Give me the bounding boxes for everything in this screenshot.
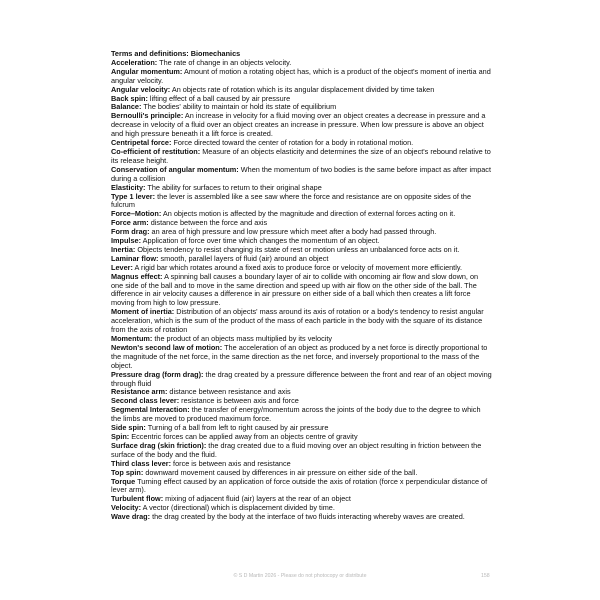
glossary-term: Momentum: [111, 334, 153, 343]
glossary-definition: An objects rate of rotation which is its angular displacement divided by time taken [170, 84, 435, 94]
glossary-definition: mixing of adjacent fluid (air) layers at the rear of an object [163, 494, 351, 504]
glossary-term: Angular velocity: [111, 84, 171, 94]
glossary-definition: Force directed toward the center of rotation for a body in rotational motion. [171, 138, 414, 148]
glossary-term: Form drag: [111, 227, 150, 237]
glossary-entry [111, 166, 492, 184]
glossary-term: Pressure drag (form drag): [111, 369, 204, 379]
glossary-definition: Amount of motion a rotating object has, which is a product of the object's moment of inertia and angular velocity. [111, 66, 491, 85]
glossary-entry [111, 68, 492, 86]
glossary-definition: Eccentric forces can be applied away from an objects centre of gravity [129, 431, 358, 441]
glossary-definition: the drag created by a pressure difference between the front and rear of an object moving through fluid [111, 369, 492, 388]
glossary-term: Wave drag: [111, 512, 151, 522]
glossary-term: Third class lever: [111, 458, 172, 468]
glossary-entry [111, 406, 492, 424]
glossary-entry [111, 442, 492, 460]
glossary-term: Lever: [111, 262, 133, 272]
glossary-entry [111, 193, 492, 211]
glossary-term: Resistance arm: [111, 387, 168, 397]
glossary-definition: Turning effect caused by an application of force outside the axis of rotation (force x perpendicular distance of lever arm). [111, 476, 488, 495]
glossary-title: Terms and definitions: Biomechanics [111, 49, 241, 58]
glossary-term: Balance: [111, 102, 142, 112]
page-footer [0, 573, 600, 585]
glossary-term: Torque [111, 476, 136, 486]
glossary-entry [111, 513, 492, 522]
glossary-definition: distance between the force and axis [148, 218, 268, 228]
footer-copyright: © S D Martin 2026 - Please do not photocopy or distribute [233, 573, 367, 579]
page-number: 158 [481, 573, 490, 579]
glossary-term: Acceleration: [111, 57, 158, 67]
glossary-definition: resistance is between axis and force [179, 396, 299, 406]
glossary-term: Turbulent flow: [111, 494, 164, 504]
glossary-definition: The acceleration of an object as produced by a net force is directly proportional to the magnitude of the net force, in the same direction as the net force, and inversely proportional to the mass of the object. [111, 342, 488, 370]
glossary-term: Spin: [111, 431, 130, 441]
glossary-term: Second class lever: [111, 396, 180, 406]
glossary-definition: When the momentum of two bodies is the same before impact as after impact during a collision [111, 164, 491, 183]
glossary-definition: Measure of an objects elasticity and determines the size of an object's rebound relative to its release height. [111, 146, 491, 165]
glossary-entry [111, 371, 492, 389]
glossary-definition: the lever is assembled like a see saw where the force and resistance are on opposite sides of the fulcrum [111, 191, 472, 210]
glossary-term: Surface drag (skin friction): [111, 440, 207, 450]
glossary-definition: force is between axis and resistance [171, 458, 291, 468]
glossary-definition: the product of an objects mass multiplied by its velocity [152, 334, 333, 343]
glossary-term: Co-efficient of restitution: [111, 146, 201, 156]
glossary-definition: An objects motion is affected by the magnitude and direction of external forces acting on it. [161, 209, 456, 219]
glossary-definition: lifting effect of a ball caused by air pressure [147, 93, 291, 103]
glossary-definition: Distribution of an objects' mass around its axis of rotation or a body's tendency to resist angular acceleration, which is the sum of the product of the mass of each particle in the body with the square of its distance from the axis of rotation [111, 307, 484, 335]
glossary-entry [111, 148, 492, 166]
glossary-definition: A spinning ball causes a boundary layer of air to collide with oncoming air flow and slow down, on one side of the ball and to move in the same direction and speed up with air flow on the other side of the ball. The difference in air velocity causes a difference in air pressure on either side of a ball which then creates a lift force moving from high to low pressure. [111, 271, 479, 308]
glossary-definition: the drag created by the body at the interface of two fluids interacting whereby waves are created. [150, 512, 465, 522]
glossary-term: Inertia: [111, 244, 136, 254]
glossary-list [111, 59, 492, 522]
glossary-term: Angular momentum: [111, 66, 183, 76]
glossary-definition: Objects tendency to resist changing its state of rest or motion unless an unbalanced force acts on it. [135, 244, 460, 254]
glossary-entry [111, 344, 492, 371]
glossary-term: Centripetal force: [111, 138, 172, 148]
glossary-term: Side spin: [111, 423, 146, 433]
glossary-definition: Turning of a ball from left to right caused by air pressure [145, 423, 329, 433]
glossary-definition: distance between resistance and axis [167, 387, 291, 397]
glossary-definition: smooth, parallel layers of fluid (air) around an object [158, 253, 329, 263]
glossary-term: Velocity: [111, 503, 142, 513]
glossary-term: Laminar flow: [111, 253, 159, 263]
glossary-entry [111, 308, 492, 335]
glossary-definition: A vector (directional) which is displacement divided by time. [141, 503, 335, 513]
glossary-definition: An increase in velocity for a fluid moving over an object creates a decrease in pressure and a decrease in velocity of a fluid over an object creates an increase in pressure. When low pressure is above an object and high pressure beneath it a lift force is created. [111, 111, 486, 139]
glossary-term: Segmental Interaction: [111, 405, 190, 415]
glossary-term: Impulse: [111, 236, 142, 246]
glossary-entry [111, 273, 492, 309]
glossary-term: Bernoulli's principle: [111, 111, 184, 121]
glossary-definition: the transfer of energy/momentum across the joints of the body due to the degree to which the limbs are moved to produced maximum force. [111, 405, 481, 424]
glossary-term: Type 1 lever: [111, 191, 156, 201]
glossary-term: Magnus effect: [111, 271, 163, 281]
glossary-term: Elasticity: [111, 182, 146, 192]
glossary-entry [111, 478, 492, 496]
glossary-term: Force–Motion: [111, 209, 162, 219]
glossary-definition: an area of high pressure and low pressure which meet after a body had passed through. [149, 227, 437, 237]
glossary-term: Newton's second law of motion: [111, 342, 223, 352]
glossary-definition: the drag created due to a fluid moving over an object resulting in friction between the surface of the body and the fluid. [111, 440, 482, 459]
glossary-term: Back spin: [111, 93, 148, 103]
glossary-definition: The ability for surfaces to return to their original shape [145, 182, 322, 192]
glossary-content [111, 50, 492, 522]
glossary-entry [111, 112, 492, 139]
glossary-definition: The rate of change in an objects velocity. [157, 57, 292, 67]
glossary-definition: downward movement caused by differences in air pressure on either side of the ball. [143, 467, 418, 477]
glossary-term: Moment of inertia: [111, 307, 175, 317]
glossary-definition: The bodies' ability to maintain or hold its state of equilibrium [141, 102, 337, 112]
glossary-definition: A rigid bar which rotates around a fixed axis to produce force or velocity of movement more efficiently. [132, 262, 462, 272]
glossary-term: Conservation of angular momentum: [111, 164, 239, 174]
glossary-definition: Application of force over time which changes the momentum of an object. [141, 236, 380, 246]
glossary-term: Top spin: [111, 467, 144, 477]
glossary-term: Force arm: [111, 218, 149, 228]
